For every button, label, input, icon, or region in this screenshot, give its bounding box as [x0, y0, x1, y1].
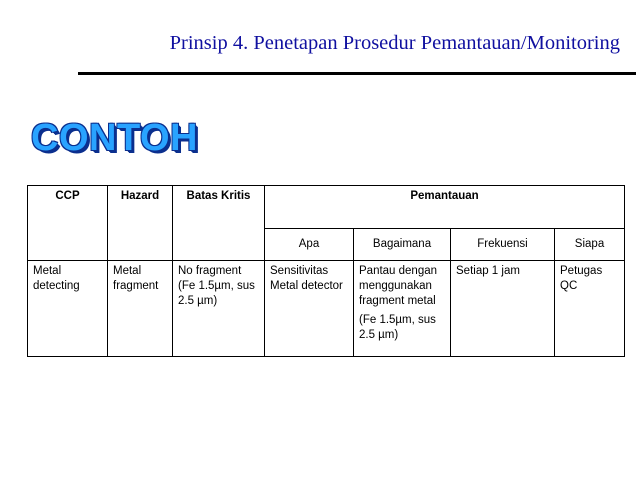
header-monitoring: Pemantauan	[265, 186, 625, 229]
cell-hazard: Metal fragment	[108, 261, 173, 357]
subheader-what: Apa	[265, 229, 354, 261]
header-critical-limit: Batas Kritis	[173, 186, 265, 261]
cell-critical-limit: No fragment (Fe 1.5µm, sus 2.5 µm)	[173, 261, 265, 357]
cell-what: Sensitivitas Metal detector	[265, 261, 354, 357]
cell-how-text: Pantau dengan menggunakan fragment metal	[359, 265, 438, 307]
header-hazard: Hazard	[108, 186, 173, 261]
table-row	[28, 261, 625, 357]
header-ccp: CCP	[28, 186, 108, 261]
title-underline	[78, 72, 636, 75]
subheader-who: Siapa	[555, 229, 625, 261]
cell-ccp: Metal detecting	[28, 261, 108, 357]
contoh-heading: CONTOH	[31, 117, 198, 159]
slide-title: Prinsip 4. Penetapan Prosedur Pemantauan/Monitoring	[169, 32, 620, 54]
monitoring-table	[27, 185, 625, 357]
subheader-frequency: Frekuensi	[451, 229, 555, 261]
header-row	[28, 186, 625, 229]
cell-how-note: (Fe 1.5µm, sus 2.5 µm)	[359, 314, 436, 341]
cell-frequency: Setiap 1 jam	[451, 261, 555, 357]
subheader-how: Bagaimana	[354, 229, 451, 261]
cell-who: Petugas QC	[555, 261, 625, 357]
cell-how	[354, 261, 451, 357]
